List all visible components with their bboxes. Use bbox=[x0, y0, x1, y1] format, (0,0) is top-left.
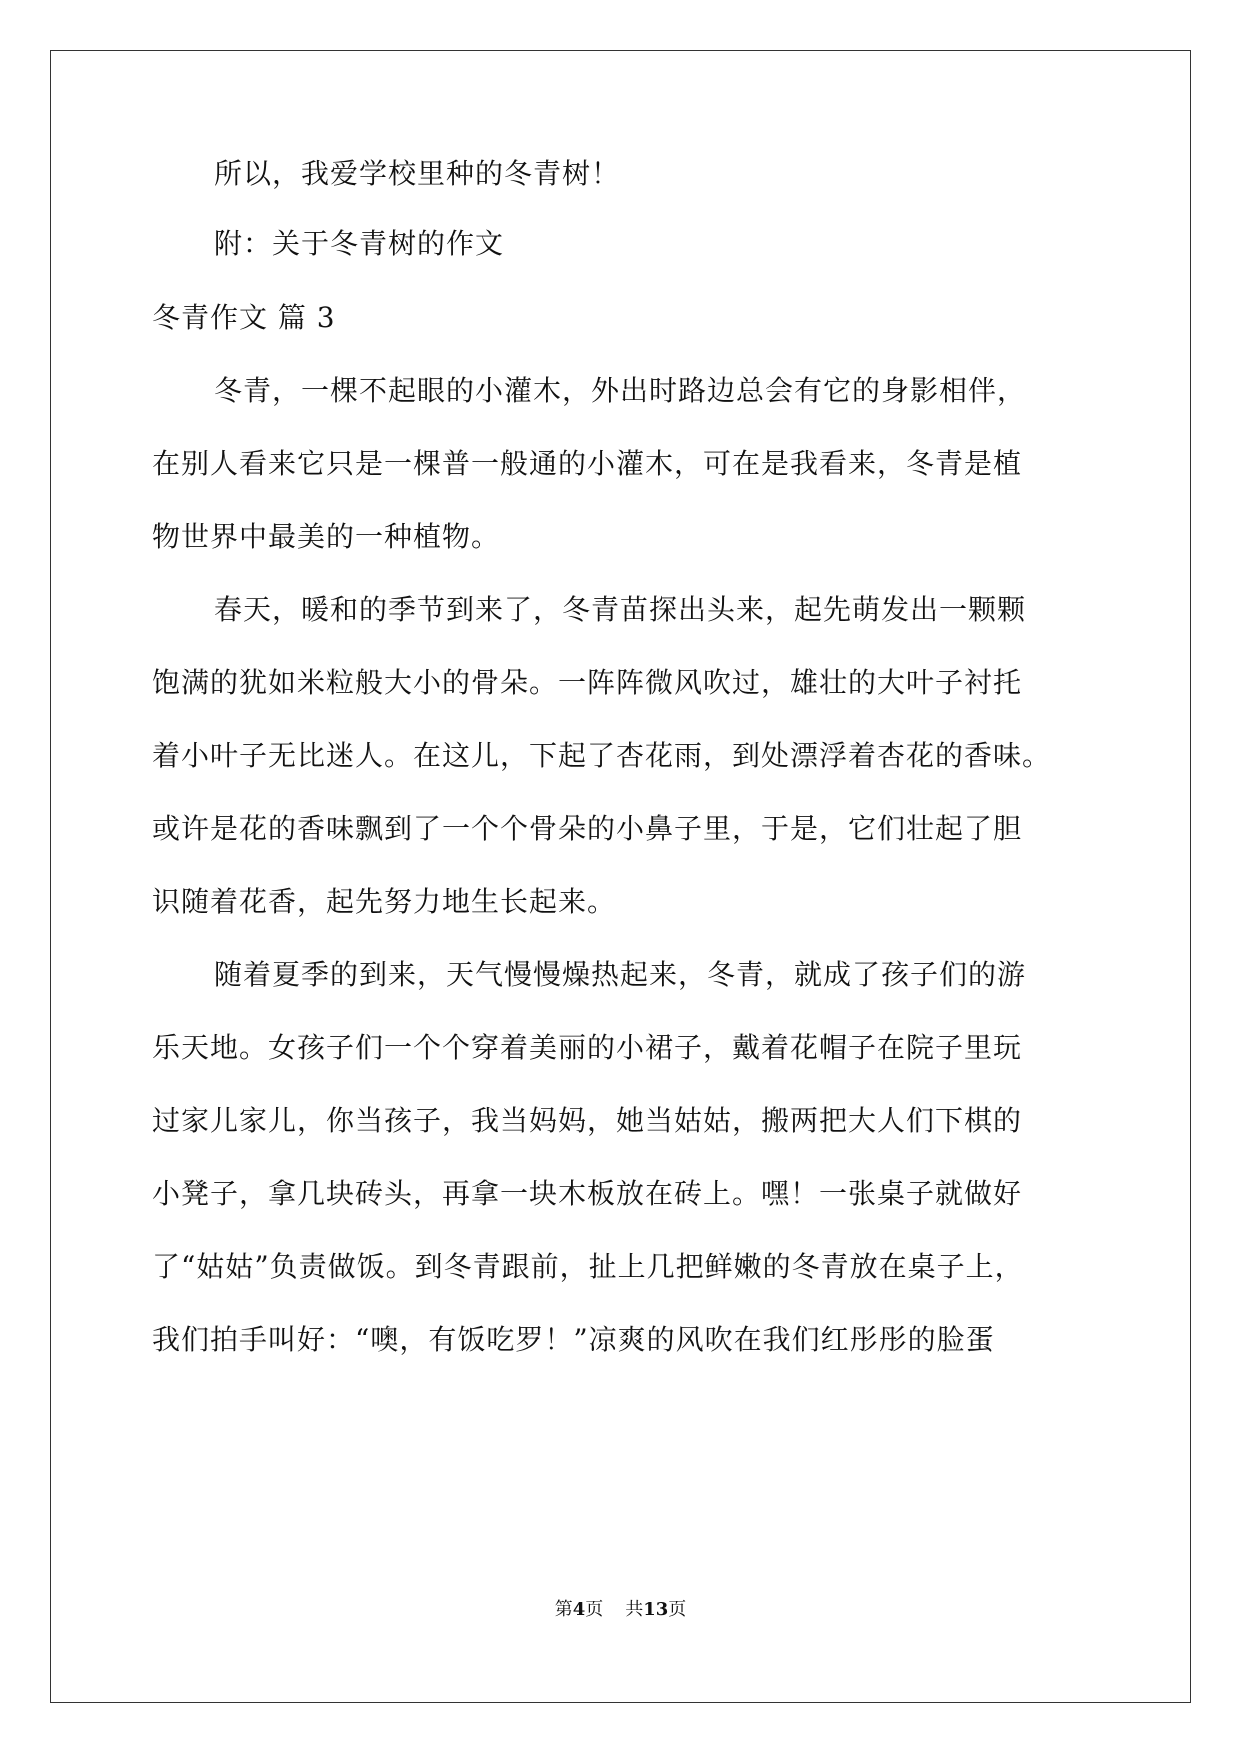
text-line: 乐天地。女孩子们一个个穿着美丽的小裙子，戴着花帽子在院子里玩 bbox=[152, 1031, 1023, 1064]
text-line: 物世界中最美的一种植物。 bbox=[152, 520, 501, 553]
text-line: 或许是花的香味飘到了一个个骨朵的小鼻子里，于是，它们壮起了胆 bbox=[152, 812, 1023, 845]
page-border bbox=[50, 50, 1191, 1703]
text-line: 过家儿家儿，你当孩子，我当妈妈，她当姑姑，搬两把大人们下棋的 bbox=[152, 1104, 1023, 1137]
text-line: 附：关于冬青树的作文 bbox=[214, 227, 505, 260]
section-heading: 冬青作文 篇 3 bbox=[152, 301, 336, 334]
text-line: 识随着花香，起先努力地生长起来。 bbox=[152, 885, 617, 918]
page-suffix: 页 bbox=[585, 1599, 604, 1620]
page-prefix: 第 bbox=[554, 1599, 573, 1620]
text-line: 冬青，一棵不起眼的小灌木，外出时路边总会有它的身影相伴， bbox=[214, 374, 1027, 407]
text-line: 我们拍手叫好：“噢，有饭吃罗！”凉爽的风吹在我们红彤彤的脸蛋 bbox=[152, 1323, 995, 1356]
text-line: 在别人看来它只是一棵普一般通的小灌木，可在是我看来，冬青是植 bbox=[152, 447, 1023, 480]
page-footer bbox=[0, 1598, 1241, 1622]
total-pages: 13 bbox=[643, 1599, 669, 1620]
text-line: 着小叶子无比迷人。在这儿，下起了杏花雨，到处漂浮着杏花的香味。 bbox=[152, 739, 1052, 772]
total-suffix: 页 bbox=[668, 1599, 687, 1620]
text-line: 所以，我爱学校里种的冬青树！ bbox=[214, 157, 621, 190]
text-line: 饱满的犹如米粒般大小的骨朵。一阵阵微风吹过，雄壮的大叶子衬托 bbox=[152, 666, 1023, 699]
total-prefix: 共 bbox=[625, 1599, 644, 1620]
text-line: 春天，暖和的季节到来了，冬青苗探出头来，起先萌发出一颗颗 bbox=[214, 593, 1027, 626]
text-line: 随着夏季的到来，天气慢慢燥热起来，冬青，就成了孩子们的游 bbox=[214, 958, 1027, 991]
text-line: 了“姑姑”负责做饭。到冬青跟前，扯上几把鲜嫩的冬青放在桌子上， bbox=[152, 1250, 1024, 1283]
page-number: 4 bbox=[572, 1599, 586, 1620]
text-line: 小凳子，拿几块砖头，再拿一块木板放在砖上。嘿！一张桌子就做好 bbox=[152, 1177, 1023, 1210]
